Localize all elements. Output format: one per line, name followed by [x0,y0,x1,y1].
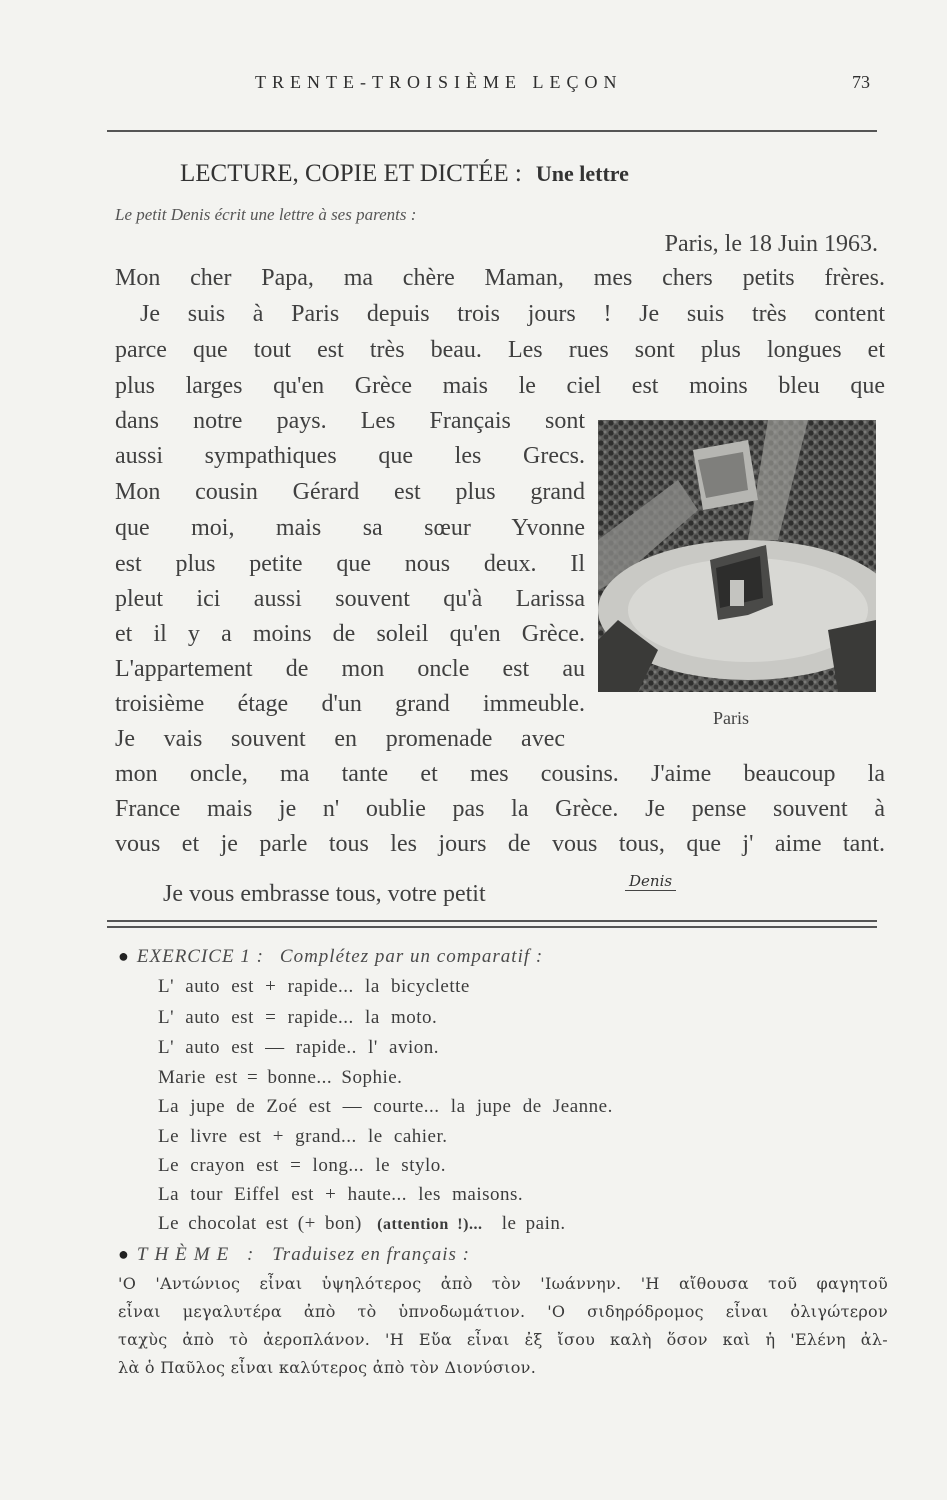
exercise-instruction: Complétez par un comparatif : [279,946,544,967]
letter-line: plus larges qu'en Grèce mais le ciel est moins bleu que [115,373,885,399]
letter-line: Mon cher Papa, ma chère Maman, mes chers petits frères. [115,265,885,291]
reading-intro: Le petit Denis écrit une lettre à ses parents : [115,205,417,224]
bullet-icon: ● [118,1244,129,1264]
reading-title [180,160,629,188]
exercise-line: Le livre est + grand... le cahier. [158,1126,448,1147]
letter-line: aussi sympathiques que les Grecs. [115,443,585,469]
page-number: 73 [852,72,870,92]
photo-caption: Paris [713,708,749,728]
greek-line: ταχὺς ἀπὸ τὸ ἀεροπλάνον. 'Η Εὔα εἶναι ἐξ ἴσου καλὴ ὅσον καὶ ἡ 'Ελένη ἀλ- [118,1330,888,1349]
theme-heading [118,1244,470,1266]
exercise-line: L' auto est — rapide.. l' avion. [158,1037,439,1058]
letter-line: France mais je n' oublie pas la Grèce. Je pense souvent à [115,796,885,822]
letter-line: mon oncle, ma tante et mes cousins. J'aime beaucoup la [115,761,885,787]
letter-line: dans notre pays. Les Français sont [115,408,585,434]
theme-label: THÈME : [136,1244,261,1265]
letter-line: vous et je parle tous les jours de vous tous, que j' aime tant. [115,831,885,857]
letter-line: Je suis à Paris depuis trois jours ! Je suis très content [140,301,885,327]
exercise-line: Marie est = bonne... Sophie. [158,1067,403,1088]
exercise-line: Le crayon est = long... le stylo. [158,1155,446,1176]
greek-line: 'Ο 'Αντώνιος εἶναι ὑψηλότερος ἀπὸ τὸν 'Ιωάννην. 'Η αἴθουσα τοῦ φαγητοῦ [118,1274,888,1293]
letter-line: pleut ici aussi souvent qu'à Larissa [115,586,585,612]
letter-line: parce que tout est très beau. Les rues sont plus longues et [115,337,885,363]
theme-instruction: Traduisez en français : [272,1244,470,1265]
exercise-label: EXERCICE 1 : [136,946,264,967]
arc-de-triomphe-image [598,420,876,692]
section-rule [107,920,877,922]
reading-title-text: LECTURE, COPIE ET DICTÉE : [180,160,522,187]
exercise-line: La jupe de Zoé est — courte... la jupe de Jeanne. [158,1096,613,1117]
bullet-icon: ● [118,946,129,966]
letter-closing: Je vous embrasse tous, votre petit [163,881,486,907]
attention-note: (attention !)... [377,1216,483,1233]
handwritten-signature: Denis [625,872,676,891]
header-rule [107,130,877,132]
exercise-last-start: Le chocolat est (+ bon) [158,1213,362,1234]
letter-line: Mon cousin Gérard est plus grand [115,479,585,505]
exercise-line: La tour Eiffel est + haute... les maisons. [158,1184,524,1205]
letter-line: et il y a moins de soleil qu'en Grèce. [115,621,585,647]
exercise-line: L' auto est + rapide... la bicyclette [158,976,470,997]
letter-line: troisième étage d'un grand immeuble. [115,691,585,717]
paris-photo [598,420,876,692]
exercise-line-last [158,1213,566,1235]
greek-line: λὰ ὁ Παῦλος εἶναι καλύτερος ἀπὸ τὸν Διονύσιον. [118,1358,537,1377]
letter-date: Paris, le 18 Juin 1963. [664,231,878,257]
greek-line: εἶναι μεγαλυτέρα ἀπὸ τὸ ὑπνοδωμάτιον. 'Ο σιδηρόδρομος εἶναι ὀλιγώτερον [118,1302,888,1321]
letter-line: que moi, mais sa sœur Yvonne [115,515,585,541]
exercise-line: L' auto est = rapide... la moto. [158,1007,438,1028]
lesson-header: TRENTE-TROISIÈME LEÇON [255,72,623,92]
exercise-heading [118,946,543,968]
letter-line: L'appartement de mon oncle est au [115,656,585,682]
exercise-last-end: le pain. [501,1213,566,1234]
letter-line: est plus petite que nous deux. Il [115,551,585,577]
section-rule [107,926,877,928]
letter-line: Je vais souvent en promenade avec [115,726,565,752]
reading-subtitle: Une lettre [535,161,629,186]
